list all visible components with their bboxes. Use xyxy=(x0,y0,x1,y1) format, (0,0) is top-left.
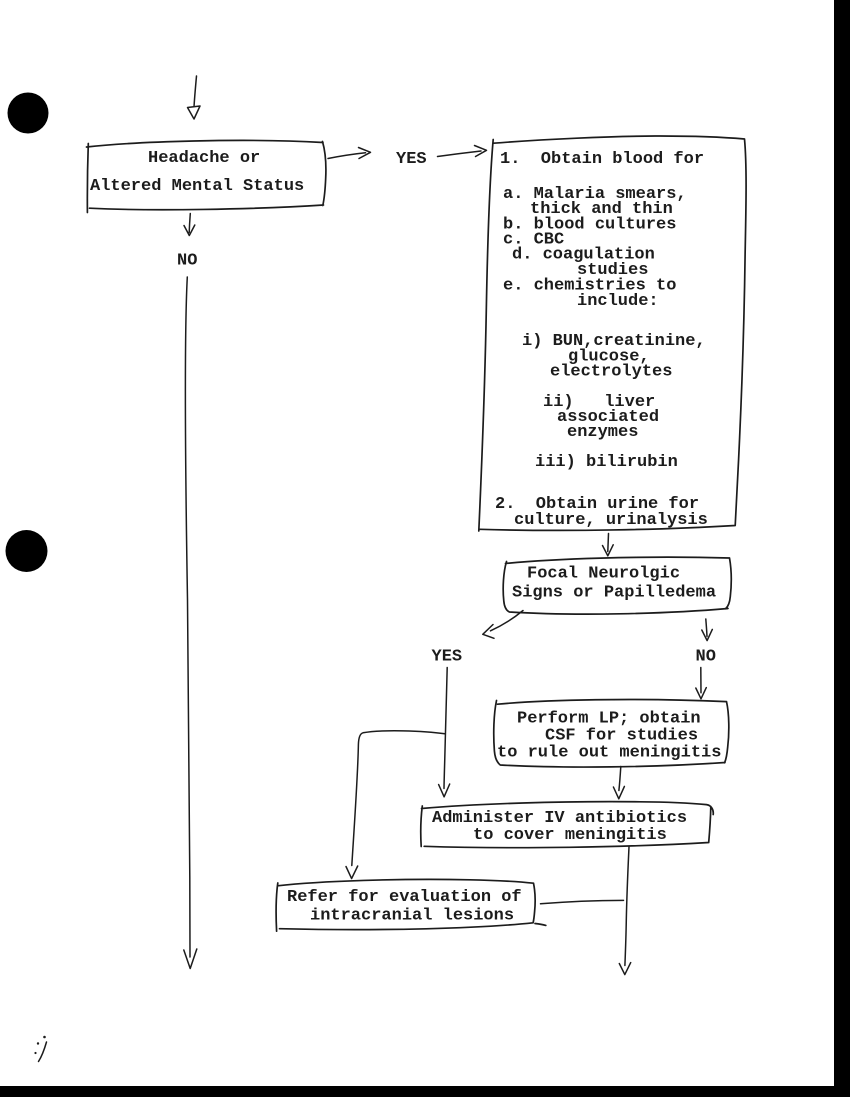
arrow-shaft xyxy=(608,534,609,552)
process-box-lp-line: to rule out meningitis xyxy=(497,743,722,763)
orders-line: b. blood cultures xyxy=(503,215,677,235)
orders-line: d. coagulation xyxy=(512,245,655,265)
mark-dot xyxy=(34,1052,36,1054)
arrow-head xyxy=(188,106,201,119)
process-box-antibiotics-line: to cover meningitis xyxy=(473,826,667,845)
right-edge-scan-border xyxy=(834,0,850,1097)
line-shaft xyxy=(444,668,447,789)
line-refer-to-down xyxy=(541,900,624,903)
label-yes-top: YES xyxy=(396,150,427,169)
orders-line: 2. Obtain urine for xyxy=(495,495,700,514)
hole-punch-top xyxy=(8,93,49,134)
decision-box-headache-line: Headache or xyxy=(148,149,261,168)
orders-line: studies xyxy=(577,261,649,280)
process-box-refer-line: intracranial lesions xyxy=(310,906,515,926)
orders-line: 1. Obtain blood for xyxy=(500,150,705,169)
mark-dot xyxy=(43,1036,46,1039)
orders-line: associated xyxy=(557,408,660,427)
line-shaft xyxy=(625,847,629,966)
arrow-yes-to-orders xyxy=(438,146,487,157)
orders-line: electrolytes xyxy=(550,362,673,382)
process-box-lp-line: Perform LP; obtain xyxy=(517,709,701,729)
orders-line: c. CBC xyxy=(503,230,565,250)
arrow-focal-to-yes xyxy=(483,611,523,639)
orders-line: e. chemistries to xyxy=(503,276,677,296)
line-yes-to-antibiotics xyxy=(439,668,450,797)
arrow-shaft xyxy=(491,611,524,631)
decision-box-focal xyxy=(503,557,731,614)
hole-punch-bottom xyxy=(6,530,48,572)
decision-box-headache-line: Altered Mental Status xyxy=(90,177,305,196)
arrow-shaft xyxy=(619,767,621,791)
process-box-lp xyxy=(494,700,729,768)
arrow-headache-to-no xyxy=(184,214,195,236)
orders-line: glucose, xyxy=(568,347,650,367)
arrow-orders-to-focal xyxy=(603,534,614,556)
arrow-shaft xyxy=(438,151,482,157)
orders-line: thick and thin xyxy=(530,200,673,219)
decision-box-focal-line: Signs or Papilledema xyxy=(512,583,717,603)
arrow-shaft xyxy=(706,619,707,637)
orders-line: i) BUN,creatinine, xyxy=(522,332,706,351)
arrow-top-entry xyxy=(188,76,201,119)
line-antibiotics-down xyxy=(619,847,630,975)
arrow-no-to-lp xyxy=(696,668,707,699)
line-no-branch-down xyxy=(184,277,197,969)
orders-line: iii) bilirubin xyxy=(535,453,678,472)
decision-box-focal-line: Focal Neurolgic xyxy=(527,564,681,584)
arrow-shaft xyxy=(194,76,197,107)
bottom-edge-scan-border xyxy=(0,1086,850,1097)
mark-dot xyxy=(37,1042,39,1044)
orders-line: include: xyxy=(577,292,659,311)
process-box-antibiotics-line: Administer IV antibiotics xyxy=(432,809,688,828)
line-shaft xyxy=(352,731,445,866)
orders-line: a. Malaria smears, xyxy=(503,185,687,204)
line-shaft xyxy=(185,277,190,957)
arrow-shaft xyxy=(189,214,190,233)
handwritten-mark xyxy=(34,1036,46,1062)
process-box-refer-line: Refer for evaluation of xyxy=(287,888,522,907)
process-box-antibiotics xyxy=(421,802,714,848)
mark-stroke xyxy=(39,1042,47,1062)
orders-line: enzymes xyxy=(567,423,639,442)
label-no-left: NO xyxy=(177,251,198,271)
orders-line: culture, urinalysis xyxy=(514,511,708,530)
orders-line: ii) liver xyxy=(543,393,656,412)
process-box-orders xyxy=(479,136,746,531)
line-yes-to-refer xyxy=(346,731,445,879)
arrow-headache-to-yes xyxy=(328,148,371,159)
arrow-head xyxy=(346,866,358,879)
label-yes-mid: YES xyxy=(431,647,463,667)
arrow-head xyxy=(483,625,494,639)
label-no-mid: NO xyxy=(695,647,716,667)
arrow-lp-to-antibiotics xyxy=(613,767,624,799)
process-box-refer xyxy=(276,879,546,931)
process-box-lp-line: CSF for studies xyxy=(545,726,699,746)
arrow-focal-to-no xyxy=(702,619,713,641)
decision-box-headache xyxy=(87,140,326,212)
